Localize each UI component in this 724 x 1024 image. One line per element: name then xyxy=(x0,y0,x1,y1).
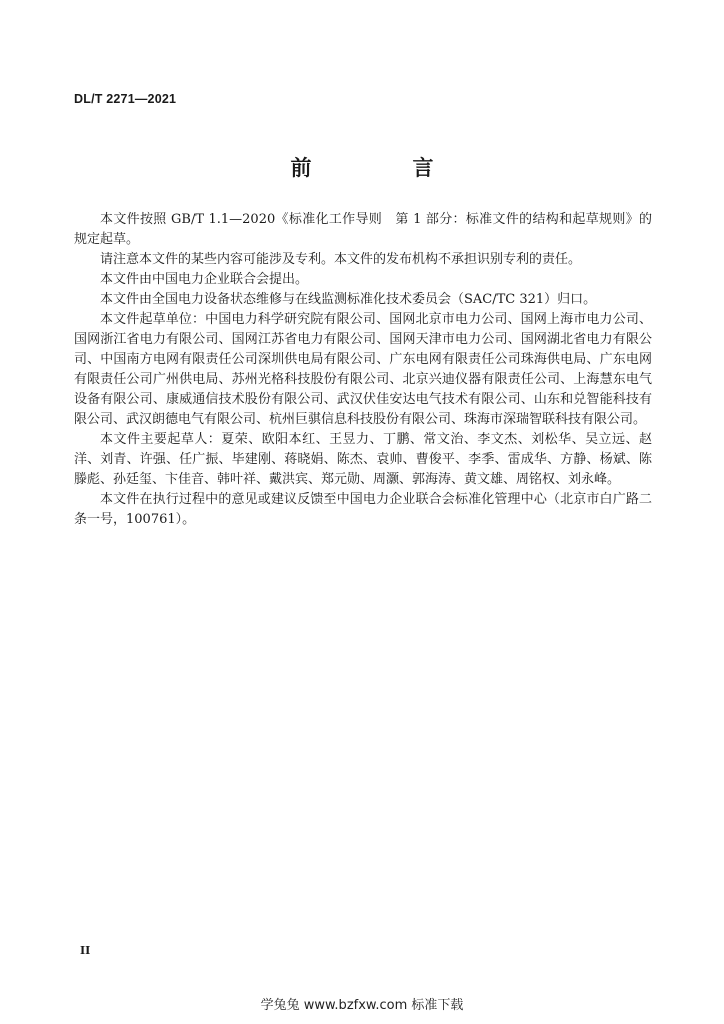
paragraph-patent-notice: 请注意本文件的某些内容可能涉及专利。本文件的发布机构不承担识别专利的责任。 xyxy=(100,252,582,267)
watermark-text: 学兔兔 www.bzfxw.com 标准下载 xyxy=(260,998,464,1013)
paragraph-committee: 本文件由全国电力设备状态维修与在线监测标准化技术委员会（SAC/TC 321）归口。 xyxy=(100,292,597,307)
foreword-body xyxy=(74,210,652,530)
paragraph-drafting-units: 本文件起草单位：中国电力科学研究院有限公司、国网北京市电力公司、国网上海市电力公司、国网浙江省电力有限公司、国网江苏省电力有限公司、国网天津市电力公司、国网湖北省电力有限公司、中国南方电网有限责任公司深圳供电局有限公司、广东电网有限责任公司珠海供电局、广东电网有限责任公司广州供电局、苏州光格科技股份有限公司、北京兴迪仪器有限责任公司、上海慧东电气设备有限公司、康威通信技术股份有限公司、武汉伏佳安达电气技术有限公司、山东和兑智能科技有限公司、武汉朗德电气有限公司、杭州巨骐信息科技股份有限公司、珠海市深瑞智联科技有限公司。 xyxy=(74,312,652,427)
page-number: II xyxy=(80,944,91,957)
paragraph-feedback: 本文件在执行过程中的意见或建议反馈至中国电力企业联合会标准化管理中心（北京市白广路二条一号，100761）。 xyxy=(74,492,652,527)
section-title: 前 言 xyxy=(290,156,474,180)
document-code: DL/T 2271—2021 xyxy=(74,92,177,106)
paragraph-proposer: 本文件由中国电力企业联合会提出。 xyxy=(100,272,309,287)
paragraph-drafting-rules: 本文件按照 GB/T 1.1—2020《标准化工作导则 第 1 部分：标准文件的结构和起草规则》的规定起草。 xyxy=(74,212,652,247)
paragraph-drafters: 本文件主要起草人：夏荣、欧阳本红、王昱力、丁鹏、常文治、李文杰、刘松华、吴立远、赵洋、刘青、许强、任广振、毕建刚、蒋晓娟、陈杰、袁帅、曹俊平、李季、雷成华、方静、杨斌、陈滕彪、孙廷玺、卞佳音、韩叶祥、戴洪宾、郑元勋、周灏、郭海涛、黄文雄、周铭权、刘永峰。 xyxy=(74,432,652,487)
